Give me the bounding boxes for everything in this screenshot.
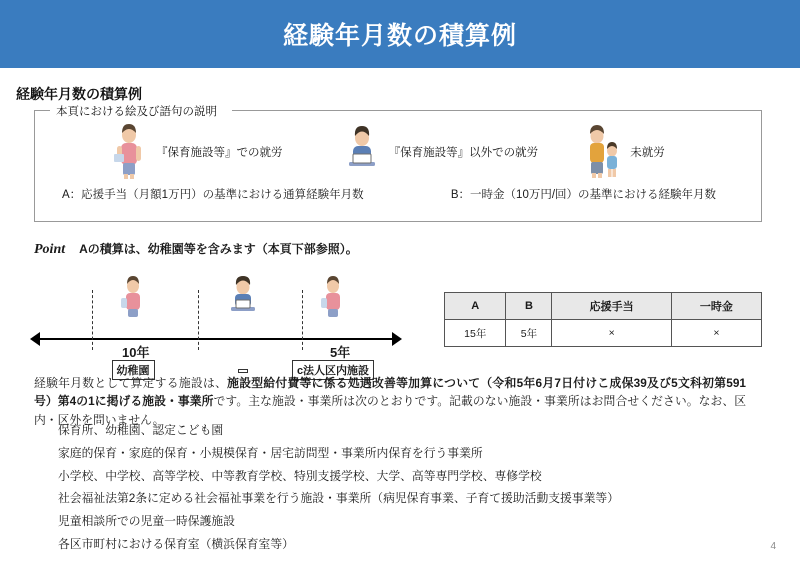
timeline-node-label: c法人区内施設 — [292, 360, 374, 380]
legend-item-label: 『保育施設等』以外での就労 — [388, 147, 539, 159]
legend-note-a: A：応援手当（月額1万円）の基準における通算経験年月数 — [62, 189, 364, 201]
point-label: Point — [34, 242, 66, 257]
body-paragraph — [34, 374, 746, 429]
timeline-arrow-left — [30, 332, 40, 346]
timeline-node — [198, 276, 288, 336]
legend-item-label: 未就労 — [630, 147, 665, 159]
table-cell: 15年 — [445, 320, 506, 347]
person-at-laptop-icon — [339, 124, 385, 180]
table-row — [445, 320, 762, 347]
legend-items — [34, 122, 762, 182]
page-number: 4 — [770, 541, 776, 552]
summary-table — [444, 292, 762, 347]
parent-and-child-icon — [580, 124, 626, 180]
point-row — [34, 240, 358, 258]
legend-item-label: 『保育施設等』での就労 — [156, 147, 283, 159]
person-at-laptop-icon — [198, 276, 288, 318]
timeline-arrow-right — [392, 332, 402, 346]
legend-notes — [34, 186, 762, 202]
point-text: Aの積算は、幼稚園等を含みます（本頁下部参照）。 — [79, 242, 358, 256]
timeline — [30, 276, 420, 377]
person-standing-icon — [106, 124, 152, 180]
list-item: 家庭的保育・家庭的保育・小規模保育・居宅訪問型・事業所内保育を行う事業所 — [58, 445, 483, 460]
person-standing-icon — [288, 276, 378, 318]
table-header-row — [445, 293, 762, 320]
person-standing-icon — [88, 276, 178, 318]
list-item: 社会福祉法第2条に定める社会福祉事業を行う施設・事業所（病児保育事業、子育て援助活動支援事業等） — [58, 491, 620, 506]
timeline-node-label: 幼稚園 — [112, 360, 155, 380]
header-band — [0, 0, 800, 68]
legend-item — [34, 124, 329, 180]
section-title: 経験年月数の積算例 — [16, 86, 142, 102]
body-paragraph-part1: 経験年月数として算定する施設は、 — [34, 376, 228, 390]
table-cell: × — [552, 320, 671, 347]
legend-note-b: B：一時金（10万円/回）の基準における経験年月数 — [450, 189, 717, 201]
facility-list — [58, 425, 758, 562]
body-paragraph-bold: 施設型給付費等に係る処遇改善等加算について（令和5年6月7日付けこ成保39及び5文科初第591号）第4の1に掲げる施設・事業所 — [34, 376, 746, 409]
body-paragraph-part2: です。主な施設・事業所は次のとおりです。記載のない施設・事業所はお問合せください。なお、区内・区外を問いません。 — [34, 394, 746, 427]
legend-item — [570, 124, 762, 180]
page-title: 経験年月数の積算例 — [282, 22, 517, 50]
table-header-cell: B — [506, 293, 552, 320]
table-header-cell: 一時金 — [671, 293, 761, 320]
list-item: 各区市町村における保育室（横浜保育室等） — [58, 536, 294, 551]
timeline-node-label — [238, 369, 248, 373]
table-cell: 5年 — [506, 320, 552, 347]
list-item: 児童相談所での児童一時保護施設 — [58, 514, 235, 529]
legend-caption: 本頁における絵及び語句の説明 — [50, 103, 223, 119]
legend-item — [329, 124, 571, 180]
list-item: 小学校、中学校、高等学校、中等教育学校、特別支援学校、大学、高等専門学校、専修学校 — [58, 468, 542, 483]
table-header-cell: 応援手当 — [552, 293, 671, 320]
table-cell: × — [671, 320, 761, 347]
timeline-span-label: 5年 — [330, 345, 351, 360]
timeline-span-label: 10年 — [122, 345, 150, 360]
table-header-cell: A — [445, 293, 506, 320]
list-item: 保育所、幼稚園、認定こども園 — [58, 423, 224, 437]
